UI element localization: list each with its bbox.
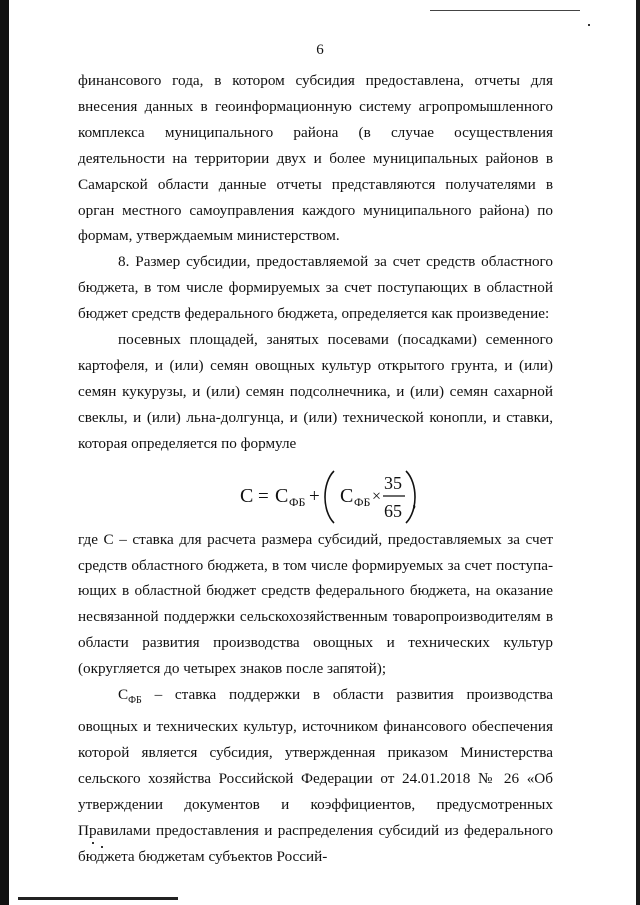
formula-lhs: С [240,484,254,507]
paragraph: финансового года, в котором субсидия предоставлена, отчеты для внесения данных в геоинформационную систему агропромышленного комплекса муниципального района (в случае осуществления деятельности на территории двух и более муниципальных районов в Самарской области данные отчеты представляются получателями в орган местного самоуправления каждого муниципального района) по формам, утверждаемым министерством. [78,72,553,245]
page-number: 6 [316,42,324,58]
paragraph [78,682,553,869]
paragraph: где С – ставка для расчета размера субсидий, предоставляемых за счет средств областного бюджета, в том числе формируемых за счет поступающих в областной бюджет средств федерального бюджета, на оказание несвязанной поддержки сельскохозяйственным товаропроизводителям в области развития производства овощных и технических культур (округляется до четырех знаков после запятой); [78,530,553,678]
paragraph: посевных площадей, занятых посевами (посадками) семенного картофеля, и (или) семян овощных культур открытого грунта, и (или) семян кукурузы, и (или) семян подсолнечника, и (или) семян сахарной свеклы, и (или) льна-долгунца, и (или) технической конопли, и ставки, которая определяется по формуле [78,331,553,452]
formula-times: × [372,487,382,505]
left-parenthesis [325,471,334,523]
formula-term2: С [340,484,354,507]
formula-denominator: 65 [384,500,402,521]
formula-term1: С [275,484,289,507]
formula-numerator: 35 [384,472,402,493]
cfb-symbol: С [118,686,129,704]
scan-border-left [0,0,9,905]
rate-formula [78,459,553,527]
paragraph-text: – ставка поддержки в области развития производства овощных и технических культур, источником финансового обеспечения которой является субсидия, утвержденная приказом Министерства сельского хозяйства Российской Федерации от 24.01.2018 № 26 «Об утверждении документов и коэффициентов, предусмотренных Правилами предоставления и распределения субсидий из федерального бюджета бюджетам субъектов Россий- [78,686,553,865]
formula-term2-subscript: ФБ [354,494,371,509]
formula-plus: + [309,485,320,507]
scan-artifact-bottom-line [18,897,178,900]
formula-trailing-comma: , [412,490,417,511]
scan-artifact-top-line [430,10,580,11]
formula-equals: = [258,485,269,507]
formula-term1-subscript: ФБ [289,494,306,509]
scan-speck [588,24,590,26]
document-body [78,68,553,869]
scan-border-right [636,0,640,905]
formula-graphic [238,459,418,527]
cfb-subscript: ФБ [128,695,142,707]
paragraph: 8. Размер субсидии, предоставляемой за счет средств областного бюджета, в том числе формируемых за счет поступающих в областной бюджет средств федерального бюджета, определяется как произведение: [78,253,553,323]
